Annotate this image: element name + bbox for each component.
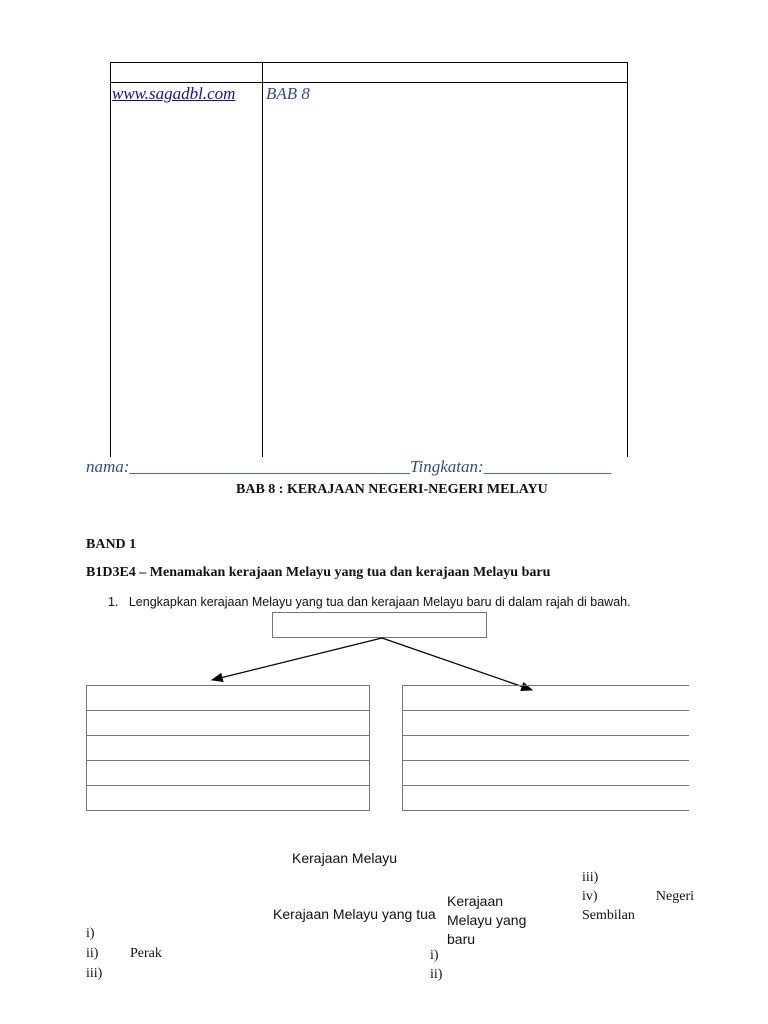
item-num: ii) [86, 946, 99, 961]
grid-row[interactable] [87, 785, 369, 811]
item-num: iii) [582, 870, 599, 885]
list-item [86, 924, 162, 944]
new-label-line: Melayu yang [447, 912, 527, 928]
question-number: 1. [108, 595, 119, 609]
list-item [86, 944, 162, 964]
list-item [86, 964, 162, 984]
question-text: Lengkapkan kerajaan Melayu yang tua dan kerajaan Melayu baru di dalam rajah di bawah. [128, 595, 631, 609]
objective-text: B1D3E4 – Menamakan kerajaan Melayu yang tua dan kerajaan Melayu baru [86, 565, 551, 580]
answer-center-label: Kerajaan Melayu [292, 850, 398, 866]
class-field[interactable]: _______________ [483, 457, 612, 476]
arrow-left [212, 638, 382, 680]
list-item [430, 965, 442, 984]
list-item [430, 946, 442, 965]
item-num: i) [86, 926, 95, 941]
grid-row[interactable] [87, 760, 369, 785]
name-label: nama: [86, 457, 130, 476]
class-label: Tingkatan: [409, 457, 484, 476]
grid-row[interactable] [403, 685, 689, 710]
grid-row[interactable] [87, 710, 369, 735]
answer-old-label: Kerajaan Melayu yang tua [273, 906, 436, 922]
answer-new-label [447, 892, 526, 949]
new-label-line: baru [447, 931, 476, 947]
grid-row[interactable] [87, 685, 369, 710]
name-field[interactable]: _________________________________ [129, 457, 410, 476]
item-num: i) [430, 948, 439, 963]
item-text: Negeri [655, 889, 694, 904]
grid-row[interactable] [403, 735, 689, 760]
website-link[interactable]: www.sagadbl.com [112, 84, 236, 103]
grid-row[interactable] [403, 785, 689, 811]
item-text: Sembilan [582, 908, 635, 923]
old-kingdom-grid [86, 685, 370, 811]
old-list [86, 924, 162, 984]
arrow-right [382, 638, 532, 690]
new-list-top [582, 868, 702, 925]
new-list-bottom [430, 946, 442, 984]
item-num: iii) [86, 966, 103, 981]
page-title: BAB 8 : KERAJAAN NEGERI-NEGERI MELAYU [236, 482, 548, 497]
new-label-line: Kerajaan [447, 893, 504, 909]
grid-row[interactable] [87, 735, 369, 760]
item-num: ii) [430, 967, 443, 982]
band-label: BAND 1 [86, 537, 137, 552]
list-item [582, 887, 694, 906]
grid-row[interactable] [403, 710, 689, 735]
chapter-label: BAB 8 [266, 84, 310, 103]
item-num: iv) [582, 889, 598, 904]
grid-row[interactable] [403, 760, 689, 785]
new-kingdom-grid [402, 685, 689, 811]
item-text: Perak [130, 946, 162, 961]
list-item [582, 868, 702, 887]
